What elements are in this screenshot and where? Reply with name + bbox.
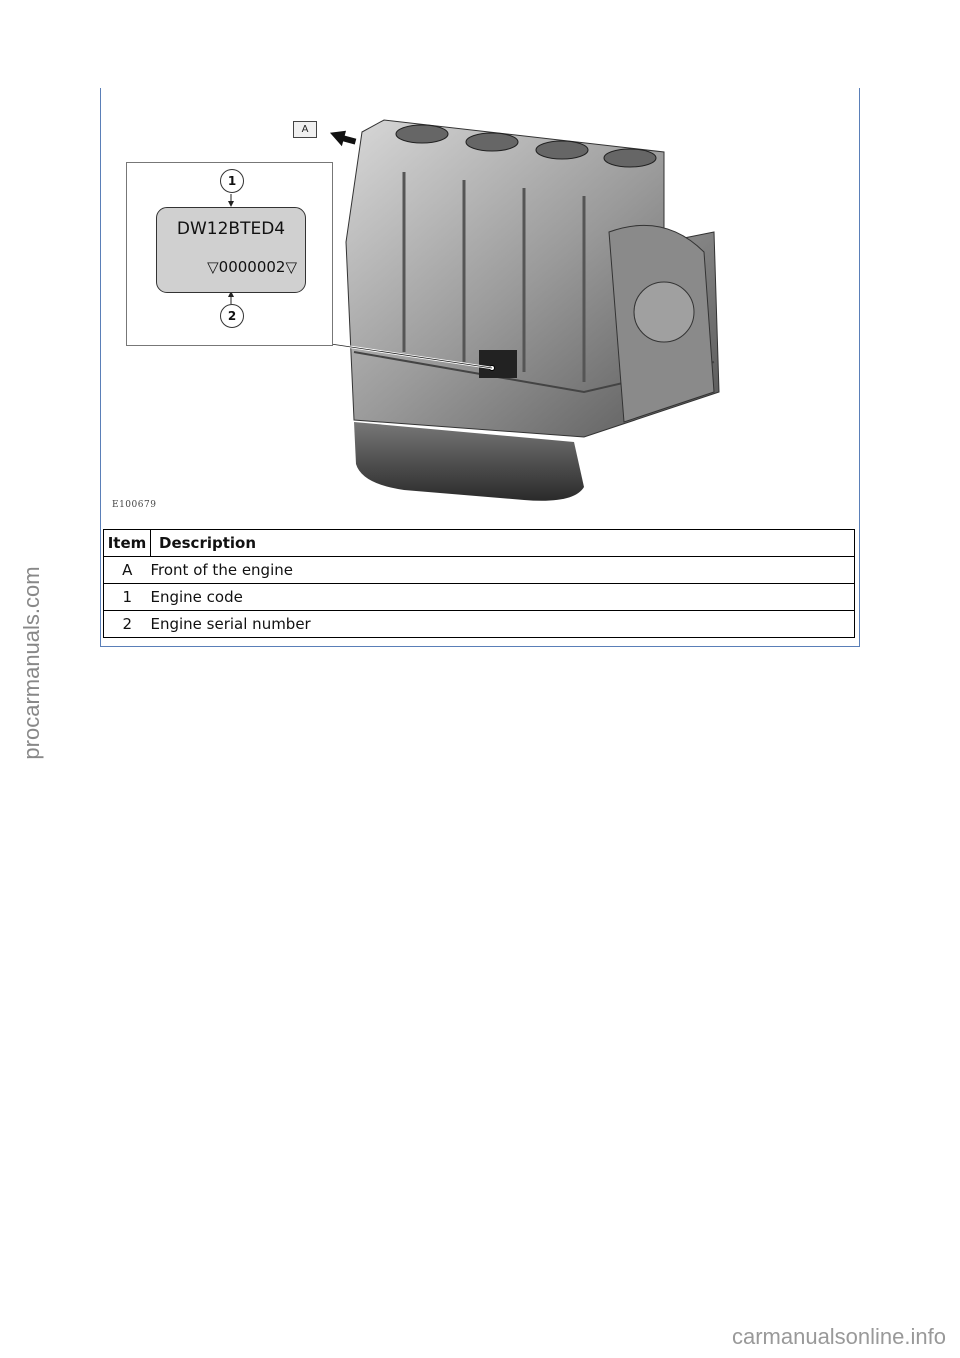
engine-id-plate — [156, 207, 306, 293]
engine-illustration — [104, 92, 856, 518]
legend-item: 2 — [104, 611, 151, 638]
engine-code-text: DW12BTED4 — [176, 219, 286, 239]
legend-header-row — [104, 530, 855, 557]
engine-code-inset — [126, 162, 333, 346]
description-column-header: Description — [151, 530, 855, 557]
callout-2: 2 — [220, 304, 244, 328]
legend-description: Front of the engine — [151, 557, 855, 584]
item-column-header: Item — [104, 530, 151, 557]
table-row — [104, 584, 855, 611]
legend-table — [103, 529, 855, 638]
legend-item: A — [104, 557, 151, 584]
table-row — [104, 557, 855, 584]
view-tag-a: A — [293, 121, 317, 138]
serial-number-text: ▽0000002▽ — [207, 258, 297, 276]
bottom-watermark: carmanualsonline.info — [731, 1324, 946, 1349]
side-watermark: procarmanuals.com — [19, 566, 44, 760]
callout-1: 1 — [220, 169, 244, 193]
legend-description: Engine code — [151, 584, 855, 611]
table-row — [104, 611, 855, 638]
legend-item: 1 — [104, 584, 151, 611]
figure-id: E100679 — [112, 500, 157, 510]
legend-description: Engine serial number — [151, 611, 855, 638]
